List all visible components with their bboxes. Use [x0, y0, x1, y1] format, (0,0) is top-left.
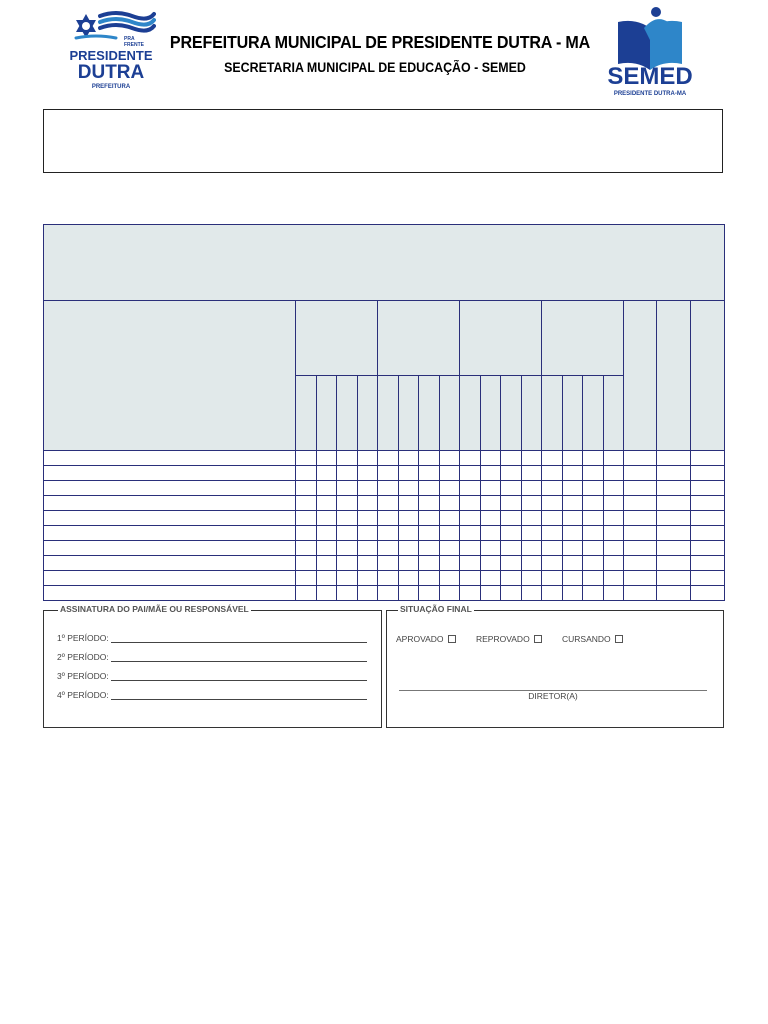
period-header-2	[378, 301, 460, 376]
grade-cell[interactable]	[603, 466, 624, 481]
grade-cell[interactable]	[562, 571, 583, 586]
sub-header-cell	[398, 376, 419, 451]
grade-cell[interactable]	[398, 571, 419, 586]
grade-cell[interactable]	[624, 586, 657, 601]
grade-cell[interactable]	[296, 586, 317, 601]
grade-cell[interactable]	[439, 511, 460, 526]
grade-cell[interactable]	[439, 496, 460, 511]
grade-cell[interactable]	[357, 481, 378, 496]
grade-cell[interactable]	[378, 556, 399, 571]
grade-cell[interactable]	[542, 451, 563, 466]
grade-cell[interactable]	[296, 451, 317, 466]
grade-cell[interactable]	[603, 541, 624, 556]
grade-cell[interactable]	[501, 481, 522, 496]
grade-cell[interactable]	[357, 586, 378, 601]
grade-cell[interactable]	[657, 571, 691, 586]
grade-cell[interactable]	[583, 556, 604, 571]
grade-cell[interactable]	[460, 496, 481, 511]
grade-cell[interactable]	[296, 571, 317, 586]
grade-cell[interactable]	[460, 466, 481, 481]
director-label: DIRETOR(A)	[528, 691, 578, 701]
table-row	[44, 466, 725, 481]
prefeitura-logo	[66, 8, 156, 92]
grade-cell[interactable]	[521, 481, 542, 496]
grade-cell[interactable]	[657, 586, 691, 601]
grade-cell[interactable]	[691, 496, 725, 511]
grade-cell[interactable]	[480, 541, 501, 556]
svg-text:FRENTE: FRENTE	[124, 42, 144, 48]
signature-line[interactable]	[111, 633, 367, 643]
signature-line[interactable]	[111, 652, 367, 662]
final-situation-section	[386, 604, 724, 728]
table-title-row	[44, 225, 725, 301]
status-label: APROVADO	[396, 634, 444, 644]
period-signature-row[interactable]	[57, 688, 367, 700]
status-option-approved[interactable]	[396, 634, 456, 644]
grade-cell[interactable]	[542, 526, 563, 541]
grade-cell[interactable]	[460, 586, 481, 601]
sub-header-cell	[439, 376, 460, 451]
grade-cell[interactable]	[657, 481, 691, 496]
table-row	[44, 511, 725, 526]
period-header-1	[296, 301, 378, 376]
grade-cell[interactable]	[624, 496, 657, 511]
subject-cell[interactable]	[44, 586, 296, 601]
grade-cell[interactable]	[316, 571, 337, 586]
subject-cell[interactable]	[44, 481, 296, 496]
grade-cell[interactable]	[316, 481, 337, 496]
subject-cell[interactable]	[44, 541, 296, 556]
sub-header-cell	[583, 376, 604, 451]
grade-cell[interactable]	[439, 451, 460, 466]
grade-cell[interactable]	[521, 541, 542, 556]
grade-cell[interactable]	[691, 451, 725, 466]
grade-cell[interactable]	[419, 571, 440, 586]
grade-cell[interactable]	[357, 571, 378, 586]
grade-cell[interactable]	[603, 571, 624, 586]
grade-cell[interactable]	[337, 466, 358, 481]
grade-cell[interactable]	[562, 541, 583, 556]
grade-cell[interactable]	[419, 481, 440, 496]
grade-cell[interactable]	[603, 556, 624, 571]
grade-cell[interactable]	[378, 481, 399, 496]
grade-cell[interactable]	[521, 466, 542, 481]
grade-cell[interactable]	[316, 451, 337, 466]
grade-cell[interactable]	[583, 496, 604, 511]
table-row	[44, 526, 725, 541]
table-row	[44, 481, 725, 496]
status-option-failed[interactable]	[476, 634, 542, 644]
grade-cell[interactable]	[480, 571, 501, 586]
grade-cell[interactable]	[562, 526, 583, 541]
svg-text:PREFEITURA: PREFEITURA	[91, 84, 131, 90]
grade-cell[interactable]	[439, 586, 460, 601]
grade-cell[interactable]	[562, 496, 583, 511]
grade-cell[interactable]	[562, 481, 583, 496]
grade-cell[interactable]	[480, 556, 501, 571]
grade-cell[interactable]	[624, 526, 657, 541]
grade-cell[interactable]	[480, 511, 501, 526]
subject-cell[interactable]	[44, 571, 296, 586]
grade-cell[interactable]	[296, 511, 317, 526]
grade-cell[interactable]	[357, 541, 378, 556]
grade-cell[interactable]	[521, 511, 542, 526]
sub-header-cell	[603, 376, 624, 451]
semed-logo	[594, 4, 710, 98]
grade-cell[interactable]	[337, 451, 358, 466]
grade-cell[interactable]	[542, 541, 563, 556]
grade-table-body	[44, 451, 725, 601]
grade-cell[interactable]	[378, 496, 399, 511]
grade-cell[interactable]	[337, 541, 358, 556]
grade-cell[interactable]	[624, 451, 657, 466]
grade-cell[interactable]	[624, 541, 657, 556]
grade-cell[interactable]	[439, 481, 460, 496]
grade-cell[interactable]	[357, 556, 378, 571]
grade-cell[interactable]	[521, 496, 542, 511]
student-info-box	[43, 109, 723, 173]
grade-cell[interactable]	[357, 496, 378, 511]
grade-cell[interactable]	[657, 526, 691, 541]
grade-cell[interactable]	[378, 526, 399, 541]
grade-cell[interactable]	[398, 511, 419, 526]
grade-cell[interactable]	[501, 541, 522, 556]
grade-cell[interactable]	[501, 556, 522, 571]
grade-cell[interactable]	[480, 496, 501, 511]
grade-cell[interactable]	[296, 481, 317, 496]
grade-cell[interactable]	[501, 496, 522, 511]
grade-cell[interactable]	[583, 586, 604, 601]
period-signature-row[interactable]	[57, 650, 367, 662]
sub-header-cell	[357, 376, 378, 451]
grade-cell[interactable]	[562, 586, 583, 601]
grade-cell[interactable]	[296, 466, 317, 481]
summary-header-2	[657, 301, 691, 451]
final-situation-legend: SITUAÇÃO FINAL	[400, 604, 472, 614]
grade-cell[interactable]	[460, 571, 481, 586]
table-row	[44, 496, 725, 511]
sub-header-cell	[337, 376, 358, 451]
grade-cell[interactable]	[624, 571, 657, 586]
grade-cell[interactable]	[501, 526, 522, 541]
table-title-cell	[44, 225, 725, 301]
grade-cell[interactable]	[316, 556, 337, 571]
period-label: 4º PERÍODO:	[57, 690, 109, 700]
grade-cell[interactable]	[439, 541, 460, 556]
signature-line[interactable]	[111, 671, 367, 681]
table-header-row	[44, 301, 725, 376]
grade-cell[interactable]	[419, 496, 440, 511]
svg-text:DUTRA: DUTRA	[77, 62, 145, 83]
grade-cell[interactable]	[419, 556, 440, 571]
page-subtitle: SECRETARIA MUNICIPAL DE EDUCAÇÃO - SEMED	[224, 60, 526, 75]
subject-cell[interactable]	[44, 466, 296, 481]
grade-cell[interactable]	[501, 451, 522, 466]
grade-cell[interactable]	[691, 466, 725, 481]
grade-cell[interactable]	[603, 451, 624, 466]
grade-cell[interactable]	[542, 571, 563, 586]
grade-cell[interactable]	[378, 586, 399, 601]
grade-cell[interactable]	[583, 466, 604, 481]
grade-cell[interactable]	[542, 481, 563, 496]
table-row	[44, 556, 725, 571]
signature-line[interactable]	[111, 690, 367, 700]
summary-header-3	[691, 301, 725, 451]
grade-cell[interactable]	[583, 541, 604, 556]
grade-cell[interactable]	[657, 556, 691, 571]
subject-header-cell	[44, 301, 296, 451]
grade-cell[interactable]	[398, 466, 419, 481]
svg-text:PRESIDENTE DUTRA-MA: PRESIDENTE DUTRA-MA	[613, 91, 687, 97]
subject-cell[interactable]	[44, 526, 296, 541]
grade-cell[interactable]	[691, 511, 725, 526]
grade-cell[interactable]	[521, 526, 542, 541]
grade-cell[interactable]	[480, 481, 501, 496]
grade-cell[interactable]	[378, 511, 399, 526]
grade-cell[interactable]	[460, 556, 481, 571]
grade-cell[interactable]	[337, 526, 358, 541]
sub-header-cell	[521, 376, 542, 451]
sub-header-cell	[316, 376, 337, 451]
grade-cell[interactable]	[357, 511, 378, 526]
sub-header-cell	[542, 376, 563, 451]
table-row	[44, 451, 725, 466]
grade-cell[interactable]	[337, 496, 358, 511]
grade-cell[interactable]	[501, 586, 522, 601]
grade-cell[interactable]	[316, 466, 337, 481]
subject-cell[interactable]	[44, 451, 296, 466]
grade-cell[interactable]	[439, 556, 460, 571]
grade-cell[interactable]	[398, 451, 419, 466]
grade-cell[interactable]	[419, 466, 440, 481]
grade-cell[interactable]	[691, 556, 725, 571]
grade-cell[interactable]	[357, 466, 378, 481]
sub-header-cell	[480, 376, 501, 451]
grade-cell[interactable]	[603, 481, 624, 496]
grade-cell[interactable]	[316, 586, 337, 601]
grade-cell[interactable]	[542, 466, 563, 481]
summary-header-1	[624, 301, 657, 451]
grade-cell[interactable]	[583, 526, 604, 541]
grade-cell[interactable]	[691, 571, 725, 586]
grade-cell[interactable]	[603, 586, 624, 601]
grade-cell[interactable]	[337, 556, 358, 571]
grade-cell[interactable]	[398, 481, 419, 496]
table-row	[44, 571, 725, 586]
sub-header-cell	[378, 376, 399, 451]
grade-cell[interactable]	[357, 451, 378, 466]
grade-cell[interactable]	[439, 571, 460, 586]
grade-cell[interactable]	[296, 496, 317, 511]
grade-cell[interactable]	[316, 496, 337, 511]
grade-cell[interactable]	[562, 466, 583, 481]
grade-cell[interactable]	[296, 541, 317, 556]
approved-checkbox[interactable]	[448, 635, 456, 643]
grade-cell[interactable]	[583, 451, 604, 466]
sub-header-cell	[460, 376, 481, 451]
status-label: CURSANDO	[562, 634, 611, 644]
grade-cell[interactable]	[480, 526, 501, 541]
grade-cell[interactable]	[439, 526, 460, 541]
grade-cell[interactable]	[521, 556, 542, 571]
grade-cell[interactable]	[337, 571, 358, 586]
grade-cell[interactable]	[419, 586, 440, 601]
table-row	[44, 586, 725, 601]
grade-cell[interactable]	[657, 496, 691, 511]
grade-cell[interactable]	[378, 571, 399, 586]
svg-text:SEMED: SEMED	[607, 63, 693, 90]
grade-cell[interactable]	[460, 541, 481, 556]
grade-cell[interactable]	[691, 541, 725, 556]
grade-cell[interactable]	[419, 526, 440, 541]
grade-cell[interactable]	[480, 451, 501, 466]
grade-cell[interactable]	[460, 511, 481, 526]
subject-cell[interactable]	[44, 556, 296, 571]
grade-cell[interactable]	[480, 586, 501, 601]
grade-cell[interactable]	[378, 541, 399, 556]
grade-cell[interactable]	[603, 526, 624, 541]
grade-cell[interactable]	[378, 466, 399, 481]
period-header-4	[542, 301, 624, 376]
grade-cell[interactable]	[521, 571, 542, 586]
grade-cell[interactable]	[542, 586, 563, 601]
failed-checkbox[interactable]	[534, 635, 542, 643]
grade-cell[interactable]	[521, 586, 542, 601]
grade-cell[interactable]	[521, 451, 542, 466]
grade-cell[interactable]	[542, 496, 563, 511]
grade-cell[interactable]	[624, 481, 657, 496]
grade-cell[interactable]	[357, 526, 378, 541]
grade-cell[interactable]	[398, 556, 419, 571]
grade-cell[interactable]	[480, 466, 501, 481]
grade-cell[interactable]	[542, 511, 563, 526]
table-row	[44, 541, 725, 556]
signature-section	[43, 604, 382, 728]
sub-header-cell	[562, 376, 583, 451]
period-label: 3º PERÍODO:	[57, 671, 109, 681]
grade-cell[interactable]	[316, 511, 337, 526]
grade-cell[interactable]	[657, 466, 691, 481]
grade-cell[interactable]	[398, 496, 419, 511]
grade-cell[interactable]	[316, 526, 337, 541]
grade-cell[interactable]	[501, 571, 522, 586]
grade-cell[interactable]	[337, 586, 358, 601]
grade-cell[interactable]	[657, 451, 691, 466]
period-signature-row[interactable]	[57, 631, 367, 643]
grade-cell[interactable]	[419, 451, 440, 466]
grade-cell[interactable]	[562, 511, 583, 526]
status-option-in-progress[interactable]	[562, 634, 623, 644]
grade-cell[interactable]	[624, 466, 657, 481]
grade-cell[interactable]	[460, 481, 481, 496]
grade-cell[interactable]	[439, 466, 460, 481]
period-signature-row[interactable]	[57, 669, 367, 681]
grade-cell[interactable]	[378, 451, 399, 466]
grade-cell[interactable]	[337, 511, 358, 526]
grade-cell[interactable]	[501, 466, 522, 481]
status-label: REPROVADO	[476, 634, 530, 644]
grade-cell[interactable]	[419, 511, 440, 526]
grade-cell[interactable]	[562, 556, 583, 571]
grade-cell[interactable]	[296, 556, 317, 571]
grade-cell[interactable]	[583, 571, 604, 586]
subject-cell[interactable]	[44, 511, 296, 526]
grade-cell[interactable]	[583, 511, 604, 526]
in-progress-checkbox[interactable]	[615, 635, 623, 643]
period-label: 1º PERÍODO:	[57, 633, 109, 643]
grade-cell[interactable]	[624, 556, 657, 571]
subject-cell[interactable]	[44, 496, 296, 511]
svg-text:PRESIDENTE: PRESIDENTE	[69, 48, 153, 63]
grade-table	[43, 224, 725, 601]
grade-cell[interactable]	[501, 511, 522, 526]
signature-legend: ASSINATURA DO PAI/MÃE OU RESPONSÁVEL	[60, 604, 249, 614]
sub-header-cell	[296, 376, 317, 451]
grade-cell[interactable]	[583, 481, 604, 496]
svg-text:PRA: PRA	[124, 36, 135, 42]
grade-cell[interactable]	[657, 511, 691, 526]
grade-cell[interactable]	[398, 526, 419, 541]
grade-cell[interactable]	[562, 451, 583, 466]
period-header-3	[460, 301, 542, 376]
grade-cell[interactable]	[296, 526, 317, 541]
grade-cell[interactable]	[542, 556, 563, 571]
grade-cell[interactable]	[691, 481, 725, 496]
period-label: 2º PERÍODO:	[57, 652, 109, 662]
grade-cell[interactable]	[624, 511, 657, 526]
sub-header-cell	[501, 376, 522, 451]
grade-cell[interactable]	[657, 541, 691, 556]
grade-cell[interactable]	[398, 586, 419, 601]
grade-cell[interactable]	[460, 451, 481, 466]
grade-cell[interactable]	[460, 526, 481, 541]
grade-cell[interactable]	[691, 586, 725, 601]
grade-cell[interactable]	[316, 541, 337, 556]
page-title: PREFEITURA MUNICIPAL DE PRESIDENTE DUTRA - MA	[169, 32, 591, 52]
sub-header-cell	[419, 376, 440, 451]
grade-cell[interactable]	[419, 541, 440, 556]
grade-cell[interactable]	[603, 496, 624, 511]
grade-cell[interactable]	[337, 481, 358, 496]
grade-cell[interactable]	[603, 511, 624, 526]
grade-cell[interactable]	[398, 541, 419, 556]
grade-cell[interactable]	[691, 526, 725, 541]
